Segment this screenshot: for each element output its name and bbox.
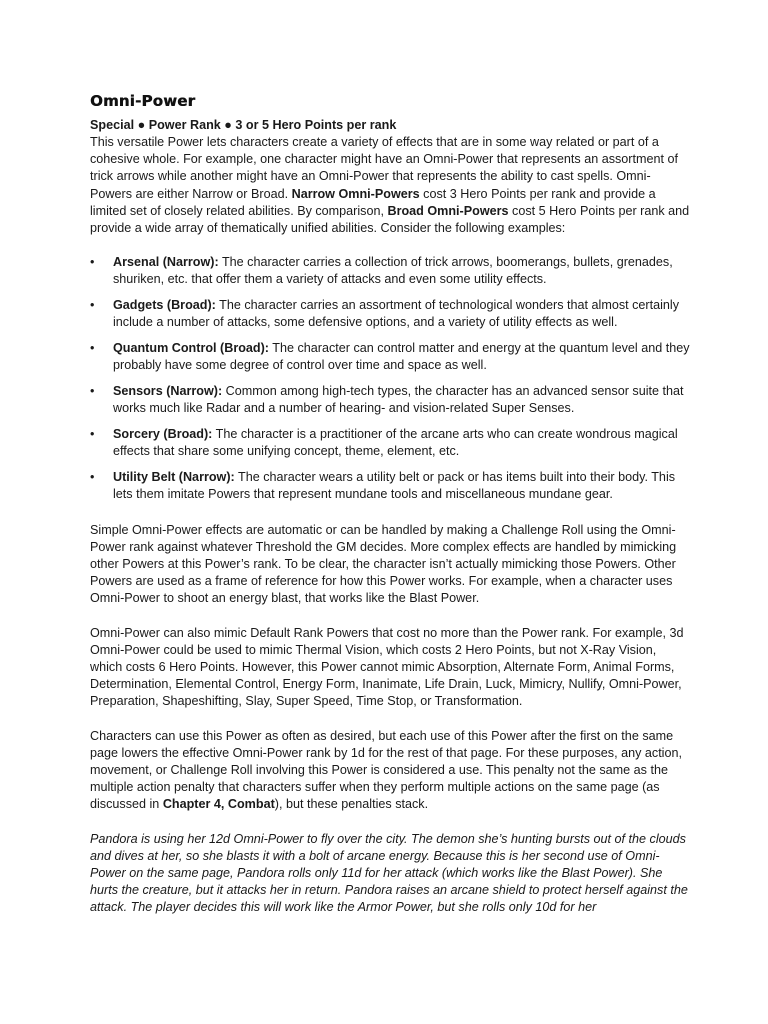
example-text: Common among high-tech types, the character has an advanced sensor suite that works much like Radar and a number of hearing- and vision-related Super Senses. [113, 384, 684, 416]
examples-list [90, 254, 690, 503]
broad-omni-powers-term: Broad Omni-Powers [387, 203, 509, 218]
bullet-icon: • [90, 384, 95, 399]
list-item [90, 297, 690, 331]
example-text: The character is a practitioner of the arcane arts who can create wondrous magical effects that share some unifying concept, theme, element, etc. [113, 427, 678, 459]
bullet-icon: • [90, 427, 95, 442]
intro-paragraph [90, 134, 690, 237]
example-term: Sensors (Narrow): [113, 384, 223, 399]
power-subtitle: Special ● Power Rank ● 3 or 5 Hero Points per rank [90, 118, 397, 132]
power-title: Omni-Power [90, 92, 196, 110]
document-page [90, 92, 690, 917]
list-item [90, 426, 690, 460]
example-text: The character wears a utility belt or pack or has items built into their body. This lets them imitate Powers that represent mundane tools and miscellaneous mundane gear. [113, 470, 676, 502]
example-term: Gadgets (Broad): [113, 298, 216, 313]
list-item [90, 469, 690, 503]
mechanics-paragraph: Simple Omni-Power effects are automatic or can be handled by making a Challenge Roll using the Omni-Power rank against whatever Threshold the GM decides. More complex effects are handled by mimicking other Powers at this Power’s rank. To be clear, the character isn’t actually mimicking those Powers. Other Powers are used as a frame of reference for how this Power works. For example, when a character uses Omni-Power to shoot an energy blast, that works like the Blast Power. [90, 522, 677, 606]
example-text: The character carries an assortment of technological wonders that almost certainly include a number of attacks, some defensive options, and a variety of utility effects as well. [113, 298, 680, 330]
example-text: The character can control matter and energy at the quantum level and they probably have some degree of control over time and space as well. [113, 341, 690, 373]
narrow-omni-powers-term: Narrow Omni-Powers [291, 186, 420, 201]
example-term: Quantum Control (Broad): [113, 341, 270, 356]
penalty-paragraph [90, 728, 690, 814]
penalty-text-1: Characters can use this Power as often as desired, but each use of this Power after the first on the same page lowers the effective Omni-Power rank by 1d for the rest of that page. For these purposes, any action, movement, or Challenge Roll involving this Power is considered a use. This penalty not the same as the multiple action penalty that characters suffer when they perform multiple actions on the same page (as discussed in [90, 728, 682, 812]
bullet-icon: • [90, 470, 95, 485]
example-term: Utility Belt (Narrow): [113, 470, 235, 485]
bullet-icon: • [90, 298, 95, 313]
penalty-text-2: ), but these penalties stack. [274, 797, 429, 812]
list-item [90, 254, 690, 288]
example-term: Sorcery (Broad): [113, 427, 213, 442]
intro-text-1: This versatile Power lets characters create a variety of effects that are in some way related or part of a cohesive whole. For example, one character might have an Omni-Power that represents an assortment of trick arrows while another might have an Omni-Power that represents the ability to cast spells. Omni-Powers are either Narrow or Broad. [90, 135, 678, 201]
list-item [90, 383, 690, 417]
chapter-reference: Chapter 4, Combat [162, 797, 275, 812]
bullet-icon: • [90, 341, 95, 356]
example-term: Arsenal (Narrow): [113, 255, 219, 270]
bullet-icon: • [90, 255, 95, 270]
example-paragraph: Pandora is using her 12d Omni-Power to fly over the city. The demon she’s hunting bursts out of the clouds and dives at her, so she blasts it with a bolt of arcane energy. Because this is her second use of Omni-Power on the same page, Pandora rolls only 11d for her attack (which works like the Blast Power). She hurts the creature, but it attacks her in return. Pandora raises an arcane shield to protect herself against the attack. The player decides this will work like the Armor Power, but she rolls only 10d for her [90, 831, 688, 915]
list-item [90, 340, 690, 374]
intro-text-2: cost 3 Hero Points per rank and provide a limited set of closely related abilities. By comparison, [90, 186, 656, 218]
intro-text-3: cost 5 Hero Points per rank and provide a wide array of thematically unified abilities. Consider the following examples: [90, 203, 690, 236]
default-rank-paragraph: Omni-Power can also mimic Default Rank Powers that cost no more than the Power rank. For example, 3d Omni-Power could be used to mimic Thermal Vision, which costs 2 Hero Points, but not X-Ray Vision, which costs 6 Hero Points. However, this Power cannot mimic Absorption, Alternate Form, Animal Forms, Determination, Elemental Control, Energy Form, Inanimate, Life Drain, Luck, Mimicry, Nullify, Omni-Power, Preparation, Shapeshifting, Slay, Super Speed, Time Stop, or Transformation. [90, 625, 684, 709]
example-text: The character carries a collection of trick arrows, boomerangs, bullets, grenades, shuriken, etc. that offer them a variety of attacks and even some utility effects. [113, 255, 673, 287]
